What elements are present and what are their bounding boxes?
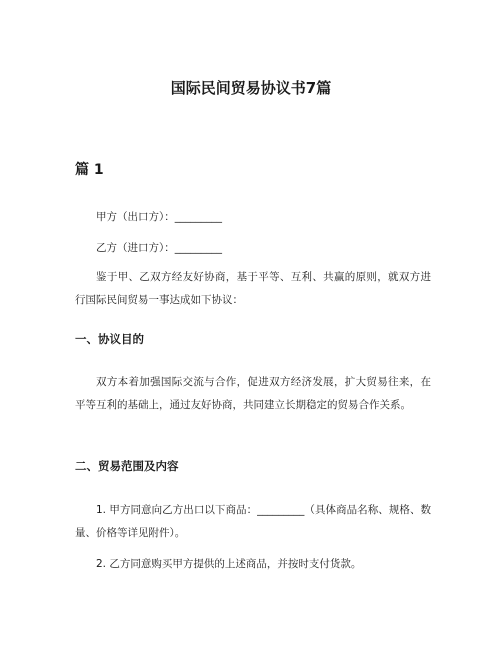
purpose-paragraph: 双方本着加强国际交流与合作，促进双方经济发展，扩大贸易往来，在平等互利的基础上，通过友好协商，共同建立长期稳定的贸易合作关系。 — [75, 376, 431, 411]
scope-item-2: 2. 乙方同意购买甲方提供的上述商品，并按时支付货款。 — [96, 558, 362, 570]
party-a-line: 甲方（出口方）：_________ — [96, 211, 222, 223]
document-title: 国际民间贸易协议书7篇 — [170, 79, 332, 97]
heading-scope: 二、贸易范围及内容 — [75, 459, 179, 473]
party-b-line: 乙方（进口方）：_________ — [96, 242, 222, 254]
intro-paragraph: 鉴于甲、乙双方经友好协商，基于平等、互利、共赢的原则，就双方进行国际民间贸易一事达成如下协议： — [75, 271, 431, 306]
heading-purpose: 一、协议目的 — [75, 332, 144, 346]
scope-item-1: 1. 甲方同意向乙方出口以下商品：_________（具体商品名称、规格、数量、价格等详见附件）。 — [75, 504, 431, 539]
section-heading: 篇 1 — [75, 162, 104, 178]
